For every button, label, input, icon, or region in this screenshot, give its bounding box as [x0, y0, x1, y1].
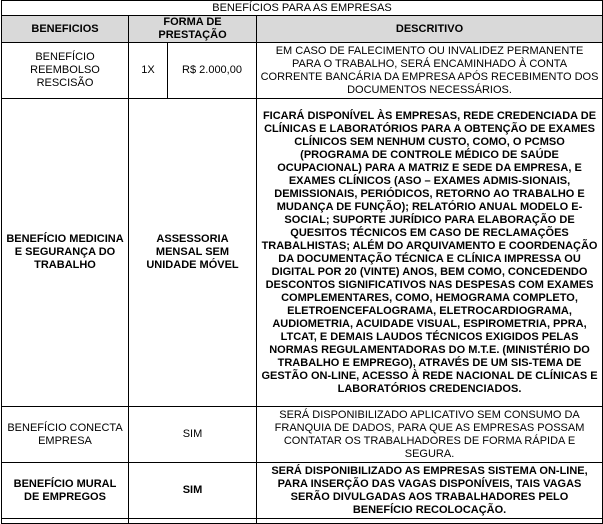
quantity-cell: 1X [129, 43, 168, 99]
table-row [2, 99, 603, 407]
descritivo-cell: EM CASO DE FALECIMENTO OU INVALIDEZ PERMANENTE PARA O TRABALHO, SERÁ ENCAMINHADO À CONTA CORRENTE BANCÁRIA DA EMPRESA APÓS RECEBIMENTO DOS DOCUMENTOS NECESSÁRIOS. [257, 43, 603, 99]
table-row-cutoff [2, 519, 603, 524]
beneficio-cell: BENEFÍCIO MEDICINA E SEGURANÇA DO TRABALHO [2, 99, 129, 407]
descritivo-cell: SERÁ DISPONIBILIZADO APLICATIVO SEM CONSUMO DA FRANQUIA DE DADOS, PARA QUE AS EMPRESAS POSSAM CONTATAR OS TRABALHADORES DE FORMA RÁPIDA E SEGURA. [257, 407, 603, 463]
descritivo-cell: FICARÁ DISPONÍVEL ÀS EMPRESAS, REDE CREDENCIADA DE CLÍNICAS E LABORATÓRIOS PARA A OBTENÇÃO DE EXAMES CLÍNICOS SEM NENHUM CUSTO, COMO, O PCMSO (PROGRAMA DE CONTROLE MÉDICO DE SAÚDE OCUPACIONAL) PARA A MATRIZ E SEDE DA EMPRESA, E EXAMES CLÍNICOS (ASO – EXAMES ADMIS-SIONAIS, DEMISSIONAIS, PERIÓDICOS, RETORNO AO TRABALHO E MUDANÇA DE FUNÇÃO); RELATÓRIO ANUAL MODELO E-SOCIAL; SUPORTE JURÍDICO PARA ELABORAÇÃO DE QUESITOS TÉCNICOS EM CASO DE RECLAMAÇÕES TRABALHISTAS; ALÉM DO ARQUIVAMENTO E COORDENAÇÃO DA DOCUMENTAÇÃO TÉCNICA E CLÍNICA IMPRESSA OU DIGITAL POR 20 (VINTE) ANOS, BEM COMO, CONCEDENDO DESCONTOS SIGNIFICATIVOS NAS DESPESAS COM EXAMES COMPLEMENTARES, COMO, HEMOGRAMA COMPLETO, ELETROENCEFALOGRAMA, ELETROCARDIOGRAMA, AUDIOMETRIA, ACUIDADE VISUAL, ESPIROMETRIA, PPRA, LTCAT, E DEMAIS LAUDOS TÉCNICOS EXIGIDOS PELAS NORMAS REGULAMENTADORAS DO M.T.E. (MINISTÉRIO DO TRABALHO E EMPREGO), ATRAVÉS DE UM SIS-TEMA DE GESTÃO ON-LINE, ACESSO À REDE NACIONAL DE CLÍNICAS E LABORATÓRIOS CREDENCIADOS. [257, 99, 603, 407]
benefits-table [1, 0, 603, 524]
forma-cell: SIM [129, 407, 257, 463]
value-cell: R$ 2.000,00 [168, 43, 257, 99]
beneficio-cell: BENEFÍCIO REEMBOLSO RESCISÃO [2, 43, 129, 99]
table-row [2, 407, 603, 463]
forma-cell: SIM [129, 463, 257, 519]
header-descritivo: DESCRITIVO [257, 16, 603, 43]
table-row [2, 463, 603, 519]
header-beneficios: BENEFICIOS [2, 16, 129, 43]
header-forma-de-prestacao: FORMA DE PRESTAÇÃO [129, 16, 257, 43]
beneficio-cell: BENEFÍCIO CONECTA EMPRESA [2, 407, 129, 463]
forma-cell: ASSESSORIA MENSAL SEM UNIDADE MÓVEL [129, 99, 257, 407]
descritivo-cell: SERÁ DISPONIBILIZADO AS EMPRESAS SISTEMA ON-LINE, PARA INSERÇÃO DAS VAGAS DISPONÍVEIS, TAIS VAGAS SERÃO DIVULGADAS AOS TRABALHADORES PELO BENEFÍCIO RECOLOCAÇÃO. [257, 463, 603, 519]
table-row [2, 43, 603, 99]
beneficio-cell: BENEFÍCIO MURAL DE EMPREGOS [2, 463, 129, 519]
table-title: BENEFÍCIOS PARA AS EMPRESAS [2, 1, 603, 16]
